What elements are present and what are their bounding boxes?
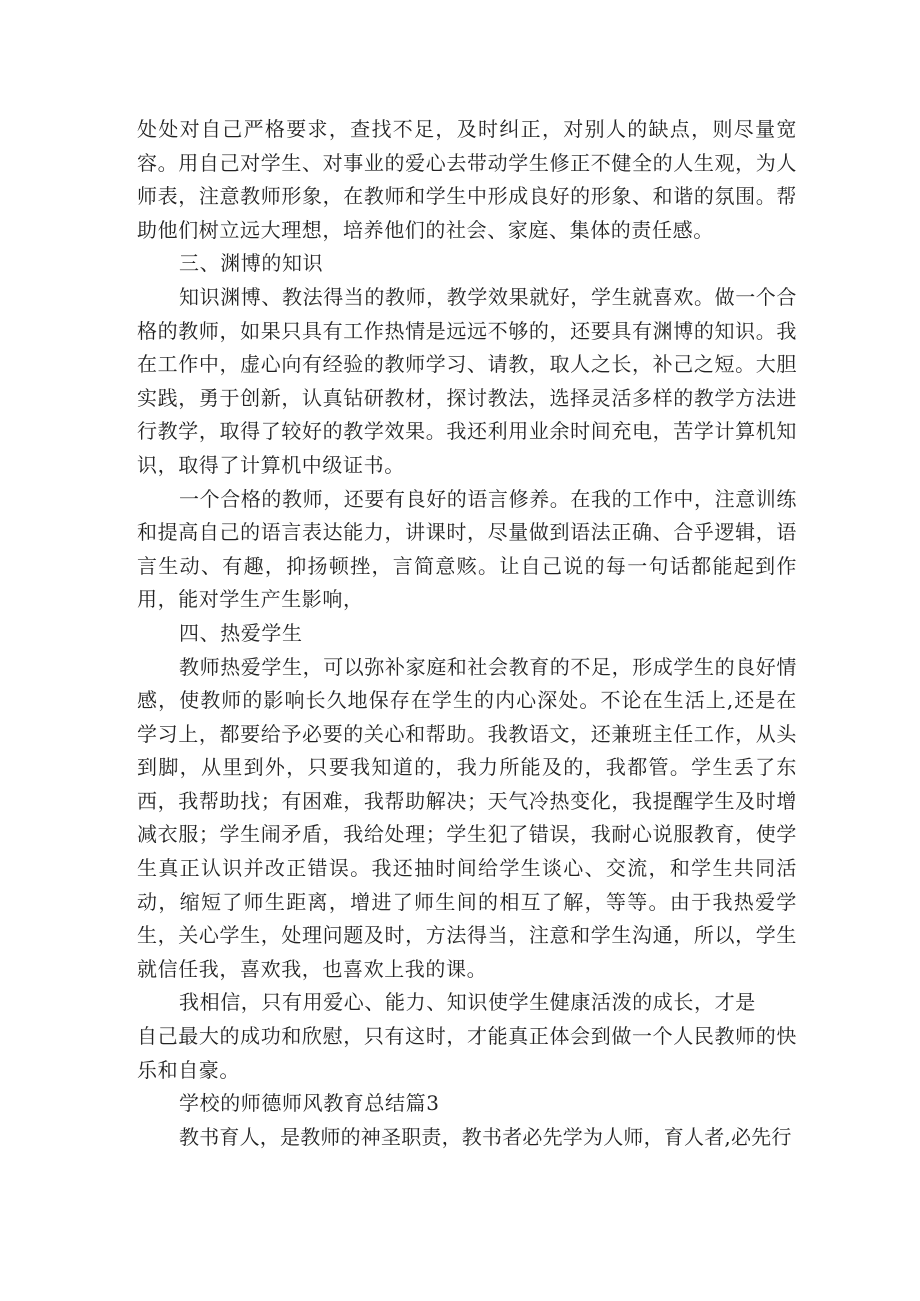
section-heading-knowledge: 三、渊博的知识 xyxy=(179,251,324,276)
paragraph-belief-continued: 自己最大的成功和欣慰，只有这时，才能真正体会到做一个人民教师的快乐和自豪。 xyxy=(137,1024,797,1082)
section-heading-love-students: 四、热爱学生 xyxy=(179,620,303,645)
paragraph-belief: 我相信，只有用爱心、能力、知识使学生健康活泼的成长，才是 xyxy=(179,990,756,1015)
article-title-part3: 学校的师德师风教育总结篇3 xyxy=(179,1091,440,1116)
paragraph-self-discipline: 处处对自己严格要求，查找不足，及时纠正，对别人的缺点，则尽量宽容。用自己对学生、对事业的爱心去带动学生修正不健全的人生观，为人师表，注意教师形象，在教师和学生中形成良好的形象、和谐的氛围。帮助他们树立远大理想，培养他们的社会、家庭、集体的责任感。 xyxy=(137,117,797,242)
paragraph-love-students: 教师热爱学生，可以弥补家庭和社会教育的不足，形成学生的良好情感，使教师的影响长久地保存在学生的内心深处。不论在生活上,还是在学习上，都要给予必要的关心和帮助。我教语文，还兼班主任工作，从头到脚，从里到外，只要我知道的，我力所能及的，我都管。学生丢了东西，我帮助找；有困难，我帮助解决；天气冷热变化，我提醒学生及时增减衣服；学生闹矛盾，我给处理；学生犯了错误，我耐心说服教育，使学生真正认识并改正错误。我还抽时间给学生谈心、交流，和学生共同活动，缩短了师生距离，增进了师生间的相互了解，等等。由于我热爱学生，关心学生，处理问题及时，方法得当，注意和学生沟通，所以，学生就信任我，喜欢我，也喜欢上我的课。 xyxy=(137,654,797,981)
paragraph-teaching-duty: 教书育人，是教师的神圣职责，教书者必先学为人师，育人者,必先行 xyxy=(179,1124,792,1149)
paragraph-language: 一个合格的教师，还要有良好的语言修养。在我的工作中，注意训练和提高自己的语言表达能力，讲课时，尽量做到语法正确、合乎逻辑，语言生动、有趣，抑扬顿挫，言简意赅。让自己说的每一句话都能起到作用，能对学生产生影响， xyxy=(137,486,797,612)
paragraph-knowledge: 知识渊博、教法得当的教师，教学效果就好，学生就喜欢。做一个合格的教师，如果只具有工作热情是远远不够的，还要具有渊博的知识。我在工作中，虚心向有经验的教师学习、请教，取人之长，补己之短。大胆实践，勇于创新，认真钻研教材，探讨教法，选择灵活多样的教学方法进行教学，取得了较好的教学效果。我还利用业余时间充电，苦学计算机知识，取得了计算机中级证书。 xyxy=(137,284,797,477)
document-body xyxy=(137,113,797,1154)
